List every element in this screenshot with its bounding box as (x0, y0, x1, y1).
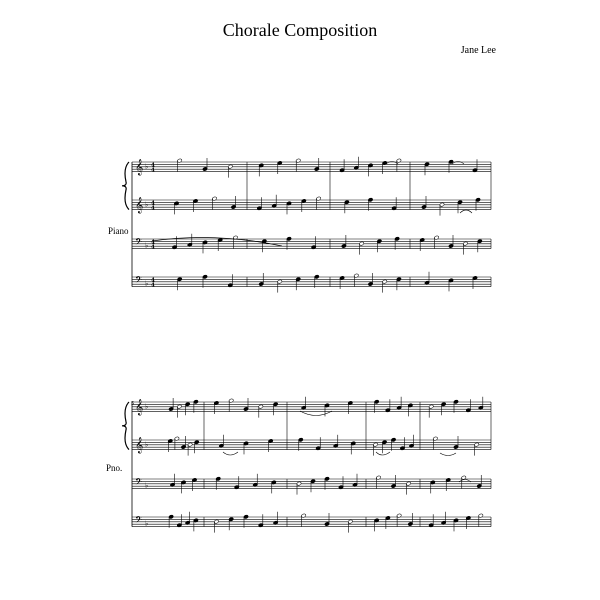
treble-clef-icon: 𝄞 (135, 399, 144, 416)
measure-number: 5 (131, 401, 134, 407)
part-label-system-2: Pno. (106, 463, 123, 473)
composer-name: Jane Lee (460, 45, 496, 56)
flat-icon: ♭ (145, 519, 149, 528)
time-signature-icon: 4 (151, 282, 155, 289)
time-signature-icon: 4 (151, 200, 155, 207)
bass-clef-icon: 𝄢 (135, 476, 143, 490)
time-signature-icon: 4 (151, 162, 155, 169)
brace-icon (122, 162, 129, 210)
flat-icon: ♭ (145, 200, 149, 209)
treble-clef-icon: 𝄞 (135, 159, 144, 176)
time-signature-icon: 4 (151, 205, 155, 212)
tie-icon (460, 210, 472, 213)
flat-icon: ♭ (145, 162, 149, 171)
flat-icon: ♭ (145, 440, 149, 449)
time-signature-icon: 4 (151, 244, 155, 251)
slur-icon (376, 452, 390, 455)
flat-icon: ♭ (145, 481, 149, 490)
flat-icon: ♭ (145, 402, 149, 411)
treble-clef-icon: 𝄞 (135, 197, 144, 214)
brace-icon (122, 402, 129, 450)
time-signature-icon: 4 (151, 167, 155, 174)
flat-icon: ♭ (145, 279, 149, 288)
slur-icon (440, 453, 456, 456)
flat-icon: ♭ (145, 241, 149, 250)
bass-clef-icon: 𝄢 (135, 514, 143, 528)
time-signature-icon: 4 (151, 277, 155, 284)
treble-clef-icon: 𝄞 (135, 437, 144, 454)
score-title: Chorale Composition (222, 20, 378, 40)
time-signature-icon: 4 (151, 239, 155, 246)
slur-icon (223, 452, 238, 455)
part-label-system-1: Piano (108, 226, 129, 236)
bass-clef-icon: 𝄢 (135, 236, 143, 250)
bass-clef-icon: 𝄢 (135, 274, 143, 288)
